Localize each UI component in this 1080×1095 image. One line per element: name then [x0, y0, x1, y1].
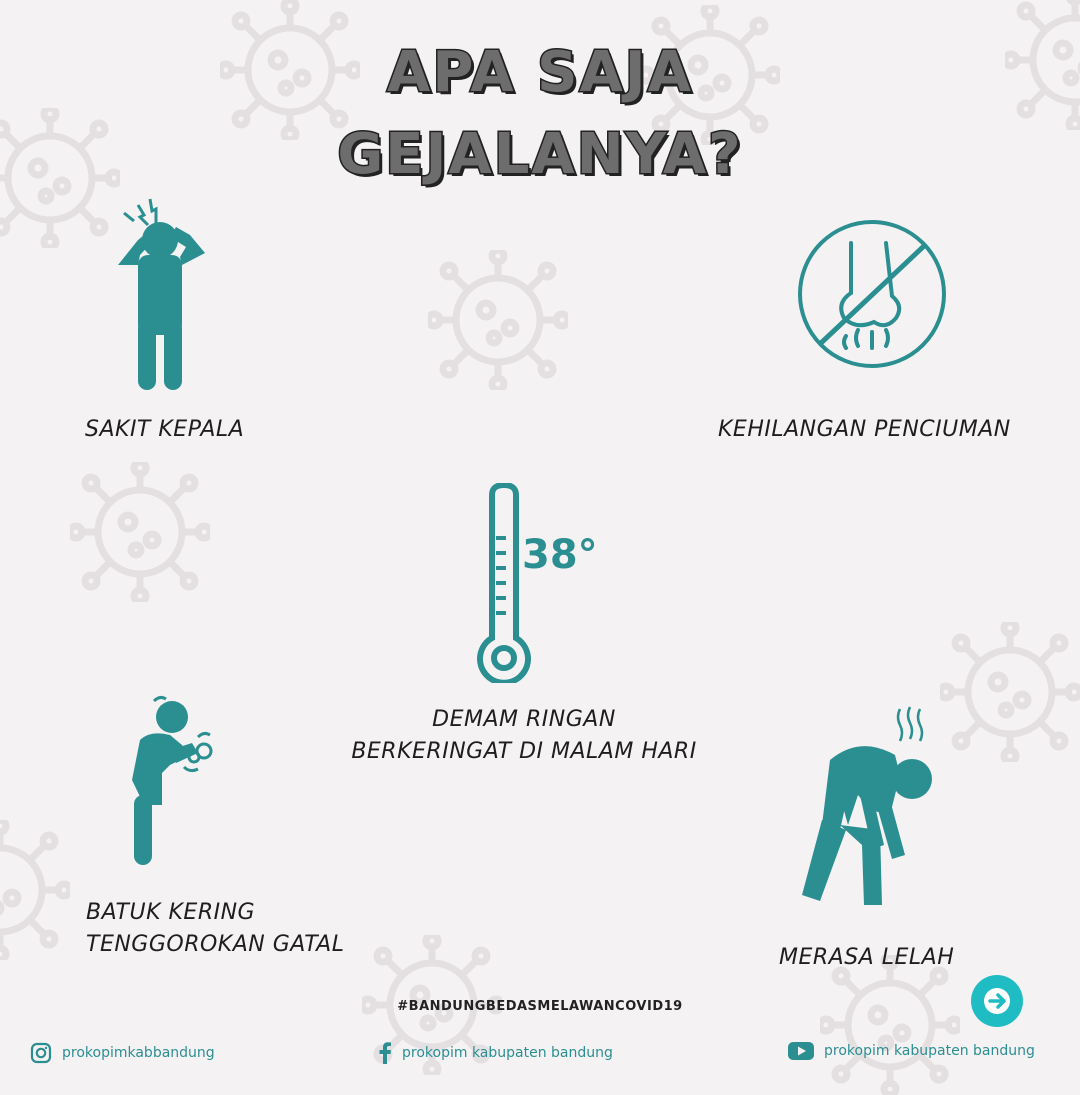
youtube-handle: prokopim kabupaten bandung	[824, 1043, 1035, 1059]
tired-icon	[800, 705, 940, 910]
social-youtube[interactable]	[788, 1042, 1035, 1060]
fever-temperature: 38°	[522, 532, 598, 578]
next-button[interactable]	[971, 975, 1023, 1027]
virus-decoration	[428, 250, 568, 390]
thermometer-icon	[474, 483, 594, 683]
page-title	[0, 38, 1080, 190]
no-smell-icon	[796, 218, 948, 370]
facebook-icon	[378, 1042, 392, 1064]
virus-decoration	[820, 955, 960, 1095]
symptom-headache-label: SAKIT KEPALA	[85, 417, 245, 442]
social-facebook[interactable]	[378, 1042, 613, 1064]
symptom-cough-label-1: BATUK KERING	[86, 900, 256, 925]
symptom-tired-label: MERASA LELAH	[779, 945, 955, 970]
title-line-1: APA SAJA	[387, 40, 693, 105]
facebook-handle: prokopim kabupaten bandung	[402, 1045, 613, 1061]
title-line-2: GEJALANYA?	[337, 122, 743, 187]
headache-icon	[110, 195, 210, 395]
virus-decoration	[0, 820, 70, 960]
symptom-fever-label-2: BERKERINGAT DI MALAM HARI	[351, 739, 697, 764]
symptom-smell-label: KEHILANGAN PENCIUMAN	[718, 417, 1011, 442]
symptom-fever-label-1: DEMAM RINGAN	[432, 707, 616, 732]
arrow-right-icon	[982, 986, 1012, 1016]
instagram-handle: prokopimkabbandung	[62, 1045, 215, 1061]
virus-decoration	[70, 462, 210, 602]
cough-icon	[120, 695, 230, 870]
symptom-cough-label-2: TENGGOROKAN GATAL	[86, 932, 345, 957]
youtube-icon	[788, 1042, 814, 1060]
instagram-icon	[30, 1042, 52, 1064]
hashtag: #BANDUNGBEDASMELAWANCOVID19	[397, 999, 683, 1014]
social-instagram[interactable]	[30, 1042, 215, 1064]
